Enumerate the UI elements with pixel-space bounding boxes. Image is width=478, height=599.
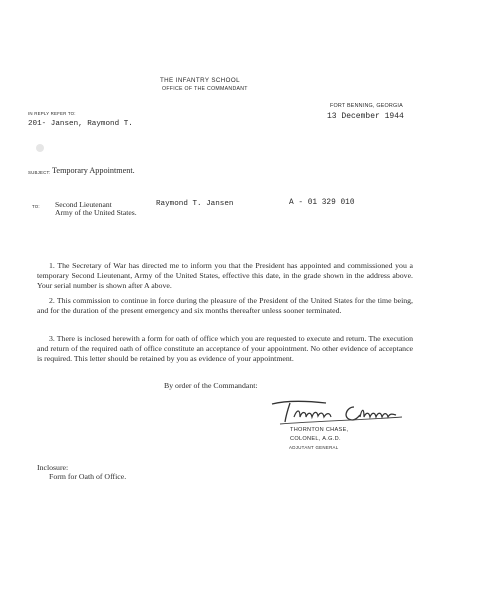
- recipient-rank: Second Lieutenant: [55, 200, 112, 209]
- letterhead-org: THE INFANTRY SCHOOL: [160, 77, 240, 84]
- subject-label: SUBJECT:: [28, 170, 51, 175]
- inclosure-item: Form for Oath of Office.: [49, 472, 127, 481]
- reply-label: IN REPLY REFER TO:: [28, 111, 76, 116]
- body-paragraph-2: 2. This commission to continue in force during the pleasure of the President of the United States for the time being, and for the duration of the present emergency and six months thereafter unless sooner terminated.: [37, 296, 413, 316]
- signer-title: ADJUTANT GENERAL: [289, 445, 339, 450]
- signer-rank: COLONEL, A.G.D.: [290, 436, 341, 442]
- body-paragraph-3: 3. There is inclosed herewith a form for oath of office which you are requested to execute and return. The execution and return of the required oath of office constitute an acceptance of your appointment. No other evidence of acceptance is required. This letter should be retained by you as evidence of your appointment.: [37, 334, 413, 364]
- to-label: TO:: [32, 204, 40, 209]
- reply-reference: 201- Jansen, Raymond T.: [28, 120, 133, 128]
- subject-text: Temporary Appointment.: [52, 166, 135, 175]
- handwritten-signature: [268, 395, 408, 427]
- serial-number: A - 01 329 010: [289, 199, 355, 207]
- signer-name: THORNTON CHASE,: [290, 427, 349, 433]
- recipient-name: Raymond T. Jansen: [156, 200, 234, 208]
- letter-date: 13 December 1944: [327, 112, 404, 121]
- closing-line: By order of the Commandant:: [164, 381, 258, 390]
- location: FORT BENNING, GEORGIA: [330, 103, 403, 109]
- inclosure-label: Inclosure:: [37, 463, 69, 472]
- recipient-branch: Army of the United States.: [55, 208, 137, 217]
- body-paragraph-1: 1. The Secretary of War has directed me to inform you that the President has appointed and commissioned you a temporary Second Lieutenant, Army of the United States, effective this date, in the grade shown in the address above. Your serial number is shown after A above.: [37, 261, 413, 291]
- letterhead-office: OFFICE OF THE COMMANDANT: [162, 86, 248, 92]
- paper-smudge: [36, 144, 44, 152]
